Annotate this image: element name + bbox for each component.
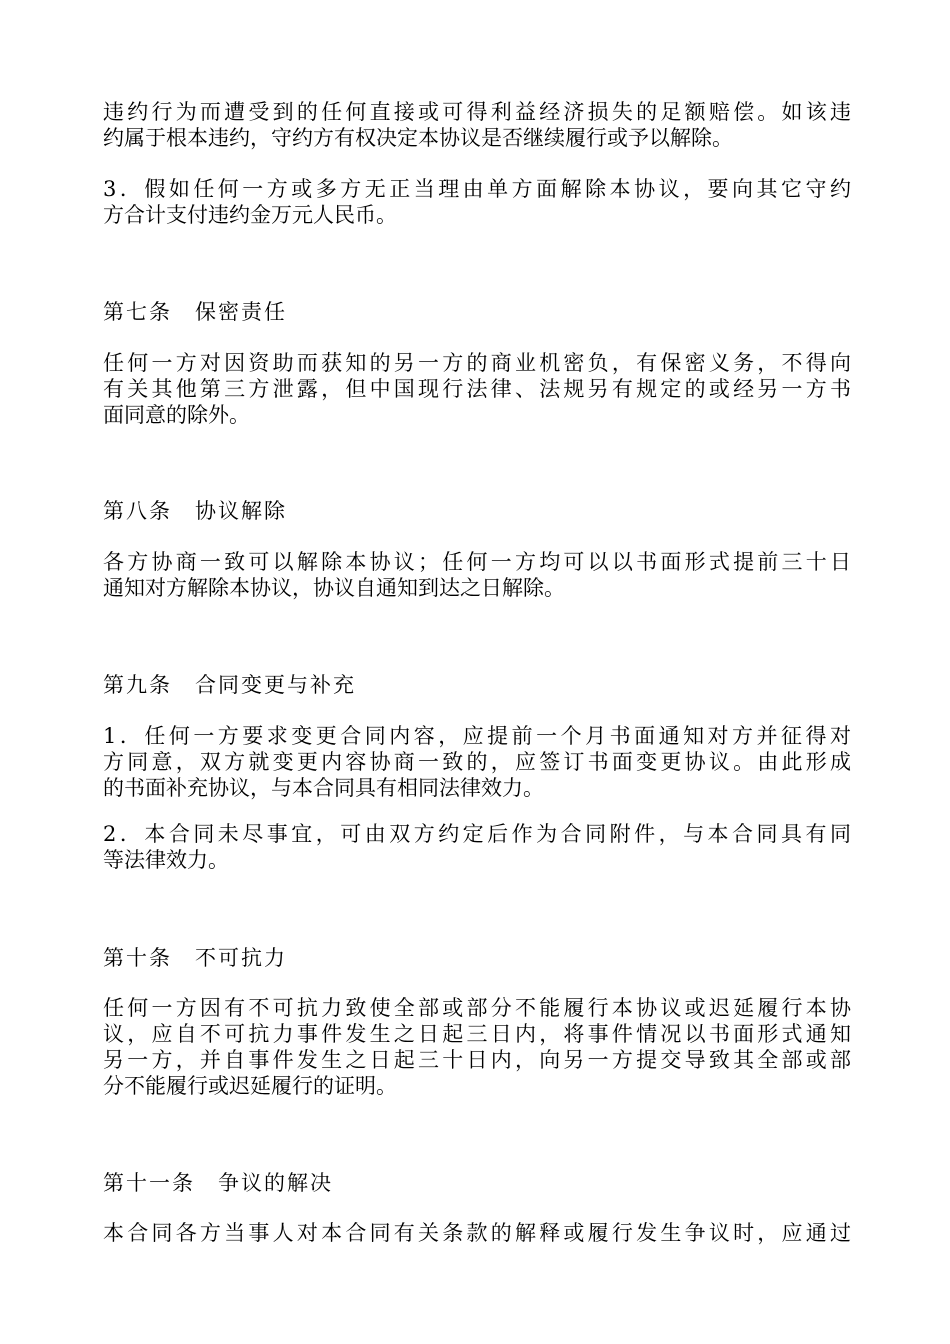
paragraph-line: 等法律效力。 xyxy=(103,848,229,872)
section-heading: 第七条 保密责任 xyxy=(103,300,287,324)
paragraph-line: 3．假如任何一方或多方无正当理由单方面解除本协议，要向其它守约 xyxy=(103,177,851,201)
paragraph-line: 约属于根本违约，守约方有权决定本协议是否继续履行或予以解除。 xyxy=(103,126,733,150)
paragraph-line: 违约行为而遭受到的任何直接或可得利益经济损失的足额赔偿。如该违 xyxy=(103,100,851,124)
paragraph-line: 的书面补充协议，与本合同具有相同法律效力。 xyxy=(103,776,544,800)
paragraph-line: 本合同各方当事人对本合同有关条款的解释或履行发生争议时，应通过 xyxy=(103,1221,851,1245)
paragraph-line: 方合计支付违约金万元人民币。 xyxy=(103,203,397,227)
paragraph-line: 议，应自不可抗力事件发生之日起三日内，将事件情况以书面形式通知 xyxy=(103,1022,851,1046)
paragraph-line: 方同意，双方就变更内容协商一致的，应签订书面变更协议。由此形成 xyxy=(103,750,851,774)
section-heading: 第九条 合同变更与补充 xyxy=(103,673,356,697)
paragraph-line: 分不能履行或迟延履行的证明。 xyxy=(103,1074,397,1098)
paragraph-line: 通知对方解除本协议，协议自通知到达之日解除。 xyxy=(103,576,565,600)
paragraph-line: 1．任何一方要求变更合同内容，应提前一个月书面通知对方并征得对 xyxy=(103,724,851,748)
paragraph-line: 各方协商一致可以解除本协议；任何一方均可以以书面形式提前三十日 xyxy=(103,550,851,574)
paragraph-line: 任何一方因有不可抗力致使全部或部分不能履行本协议或迟延履行本协 xyxy=(103,996,851,1020)
paragraph-line: 2．本合同未尽事宜，可由双方约定后作为合同附件，与本合同具有同 xyxy=(103,822,851,846)
paragraph-line: 另一方，并自事件发生之日起三十日内，向另一方提交导致其全部或部 xyxy=(103,1048,851,1072)
paragraph-line: 有关其他第三方泄露，但中国现行法律、法规另有规定的或经另一方书 xyxy=(103,377,851,401)
section-heading: 第八条 协议解除 xyxy=(103,499,287,523)
section-heading: 第十条 不可抗力 xyxy=(103,946,287,970)
section-heading: 第十一条 争议的解决 xyxy=(103,1171,333,1195)
paragraph-line: 任何一方对因资助而获知的另一方的商业机密负，有保密义务，不得向 xyxy=(103,351,851,375)
paragraph-line: 面同意的除外。 xyxy=(103,403,250,427)
